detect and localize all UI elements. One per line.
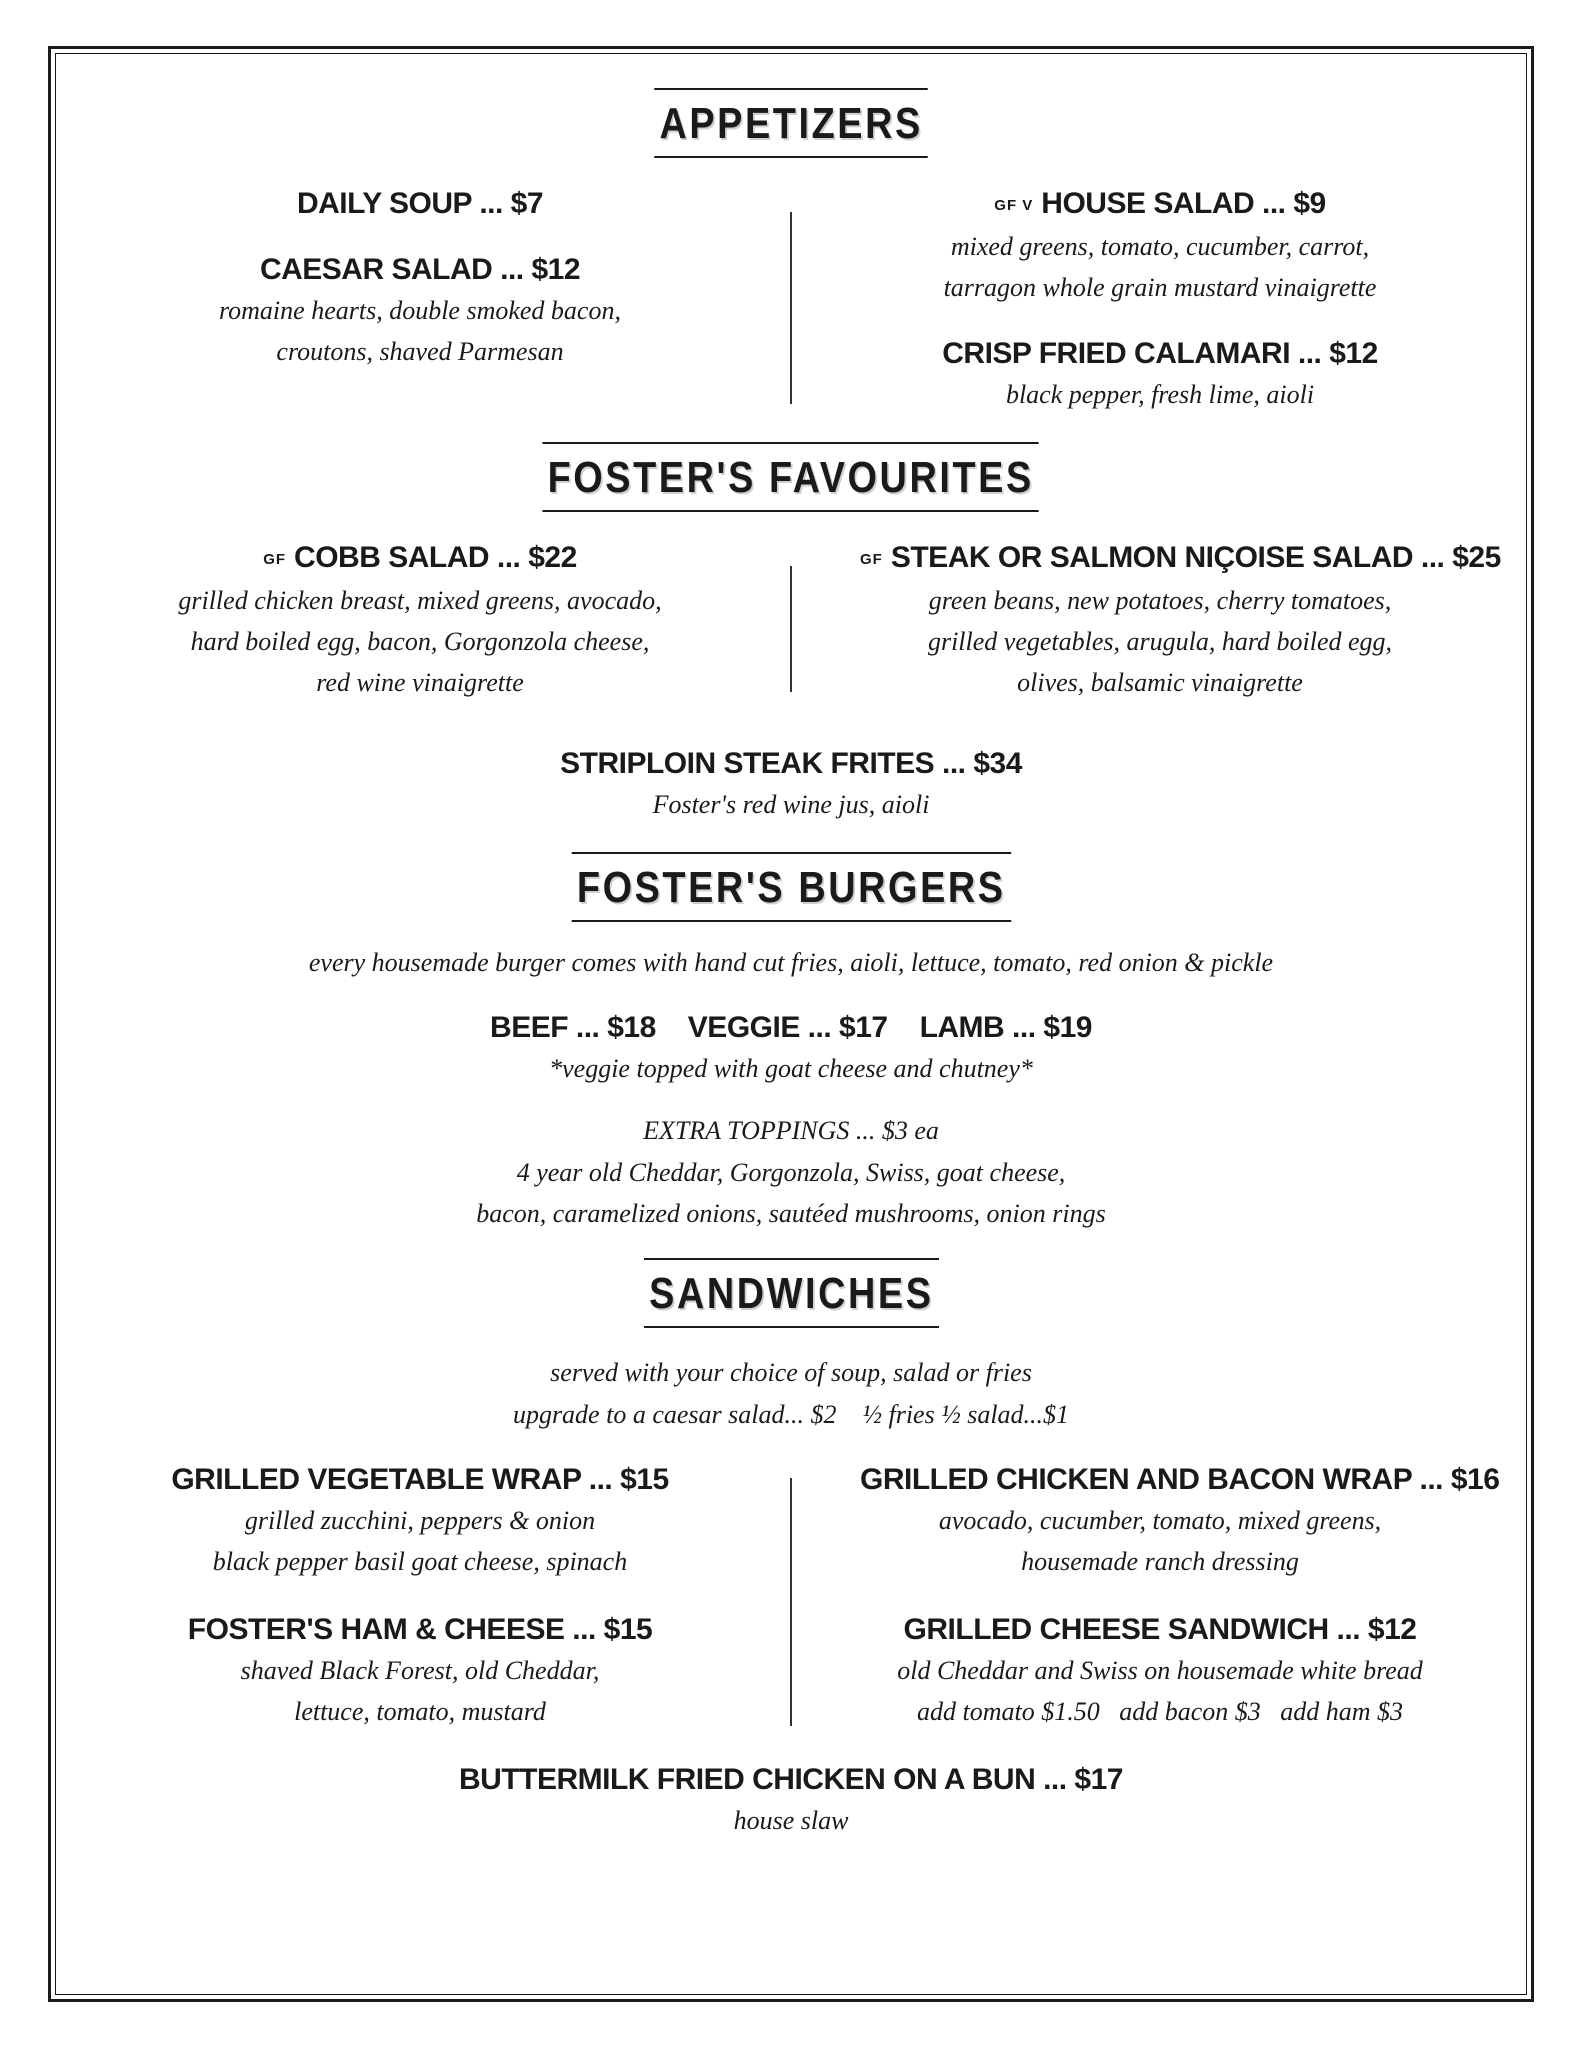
extra-toppings xyxy=(0,1110,1582,1234)
item-description: croutons, shaved Parmesan xyxy=(276,337,564,366)
burgers-intro-text: every housemade burger comes with hand cut fries, aioli, lettuce, tomato, red onion & pickle xyxy=(308,948,1274,977)
section-title-burgers-text: FOSTER'S BURGERS xyxy=(571,852,1010,922)
item-name-text: COBB SALAD ... $22 xyxy=(294,541,577,574)
item-description: lettuce, tomato, mustard xyxy=(294,1697,546,1726)
menu-item-caesar-salad xyxy=(120,250,720,372)
item-name: FOSTER'S HAM & CHEESE ... $15 xyxy=(187,1613,653,1646)
item-description: romaine hearts, double smoked bacon, xyxy=(219,296,621,325)
column-divider xyxy=(790,566,792,692)
menu-item-cobb-salad xyxy=(120,538,720,703)
section-title-burgers xyxy=(0,852,1582,922)
section-title-appetizers-text: APPETIZERS xyxy=(654,88,928,158)
menu-item-grilled-cheese xyxy=(860,1610,1460,1732)
item-description: grilled vegetables, arugula, hard boiled egg, xyxy=(927,627,1393,656)
item-name: BUTTERMILK FRIED CHICKEN ON A BUN ... $17 xyxy=(459,1763,1123,1796)
item-description: red wine vinaigrette xyxy=(316,668,524,697)
item-description: Foster's red wine jus, aioli xyxy=(652,790,930,819)
menu-item-vegetable-wrap xyxy=(120,1460,720,1582)
menu-item-ham-cheese xyxy=(120,1610,720,1732)
item-name: STRIPLOIN STEAK FRITES ... $34 xyxy=(560,747,1022,780)
item-description: avocado, cucumber, tomato, mixed greens, xyxy=(938,1506,1382,1535)
item-description: shaved Black Forest, old Cheddar, xyxy=(240,1656,600,1685)
item-description: black pepper basil goat cheese, spinach xyxy=(212,1547,628,1576)
section-title-appetizers xyxy=(0,88,1582,158)
sandwiches-upgrade-text: upgrade to a caesar salad... $2 ½ fries ½ salad...$1 xyxy=(512,1400,1070,1429)
sandwiches-intro xyxy=(0,1352,1582,1436)
item-name-text: HOUSE SALAD ... $9 xyxy=(1041,187,1326,220)
burger-beef: BEEF ... $18 xyxy=(490,1011,656,1044)
item-name xyxy=(860,538,1501,580)
item-description: house slaw xyxy=(733,1806,849,1835)
section-title-favourites xyxy=(0,442,1582,512)
dietary-tag: GF xyxy=(263,551,287,568)
item-description: olives, balsamic vinaigrette xyxy=(1017,668,1303,697)
section-title-sandwiches xyxy=(0,1258,1582,1328)
menu-item-house-salad xyxy=(860,184,1460,308)
extra-toppings-list: 4 year old Cheddar, Gorgonzola, Swiss, goat cheese, xyxy=(516,1158,1066,1187)
menu-item-nicoise-salad xyxy=(860,538,1501,703)
item-name: DAILY SOUP ... $7 xyxy=(296,187,544,220)
menu-item-chicken-bacon-wrap xyxy=(860,1460,1500,1582)
menu-item-striploin xyxy=(0,744,1582,825)
section-title-favourites-text: FOSTER'S FAVOURITES xyxy=(543,442,1040,512)
item-description: tarragon whole grain mustard vinaigrette xyxy=(943,273,1377,302)
column-divider xyxy=(790,1478,792,1726)
menu-item-fried-chicken-bun xyxy=(0,1760,1582,1841)
burger-lamb: LAMB ... $19 xyxy=(919,1011,1092,1044)
dietary-tag: GF xyxy=(860,551,883,568)
item-name: GRILLED CHEESE SANDWICH ... $12 xyxy=(903,1613,1417,1646)
item-name: GRILLED CHICKEN AND BACON WRAP ... $16 xyxy=(860,1463,1500,1496)
item-name: CRISP FRIED CALAMARI ... $12 xyxy=(942,337,1378,370)
item-description: grilled chicken breast, mixed greens, avocado, xyxy=(178,586,662,615)
item-description: mixed greens, tomato, cucumber, carrot, xyxy=(950,232,1370,261)
item-description: green beans, new potatoes, cherry tomatoes, xyxy=(928,586,1392,615)
burgers-intro xyxy=(0,942,1582,984)
menu-item-daily-soup xyxy=(120,184,720,224)
item-description: housemade ranch dressing xyxy=(1021,1547,1299,1576)
item-description: add tomato $1.50 add bacon $3 add ham $3 xyxy=(916,1697,1404,1726)
burger-options-row xyxy=(0,1008,1582,1048)
extra-toppings-title: EXTRA TOPPINGS ... $3 ea xyxy=(643,1116,939,1145)
burger-options xyxy=(0,1008,1582,1089)
item-description: grilled zucchini, peppers & onion xyxy=(244,1506,596,1535)
item-name xyxy=(860,184,1460,226)
item-description: old Cheddar and Swiss on housemade white bread xyxy=(897,1656,1423,1685)
item-description: black pepper, fresh lime, aioli xyxy=(1005,380,1315,409)
item-name xyxy=(120,538,720,580)
column-divider xyxy=(790,212,792,404)
extra-toppings-list: bacon, caramelized onions, sautéed mushrooms, onion rings xyxy=(476,1199,1106,1228)
item-name-text: STEAK OR SALMON NIÇOISE SALAD ... $25 xyxy=(890,541,1501,574)
dietary-tag: GF V xyxy=(994,197,1034,214)
item-name: GRILLED VEGETABLE WRAP ... $15 xyxy=(171,1463,669,1496)
veggie-note: *veggie topped with goat cheese and chutney* xyxy=(549,1054,1033,1083)
menu-item-calamari xyxy=(860,334,1460,415)
sandwiches-intro-text: served with your choice of soup, salad or fries xyxy=(550,1358,1032,1387)
item-description: hard boiled egg, bacon, Gorgonzola cheese, xyxy=(190,627,650,656)
section-title-sandwiches-text: SANDWICHES xyxy=(644,1258,939,1328)
burger-veggie: VEGGIE ... $17 xyxy=(687,1011,888,1044)
item-name: CAESAR SALAD ... $12 xyxy=(259,253,581,286)
